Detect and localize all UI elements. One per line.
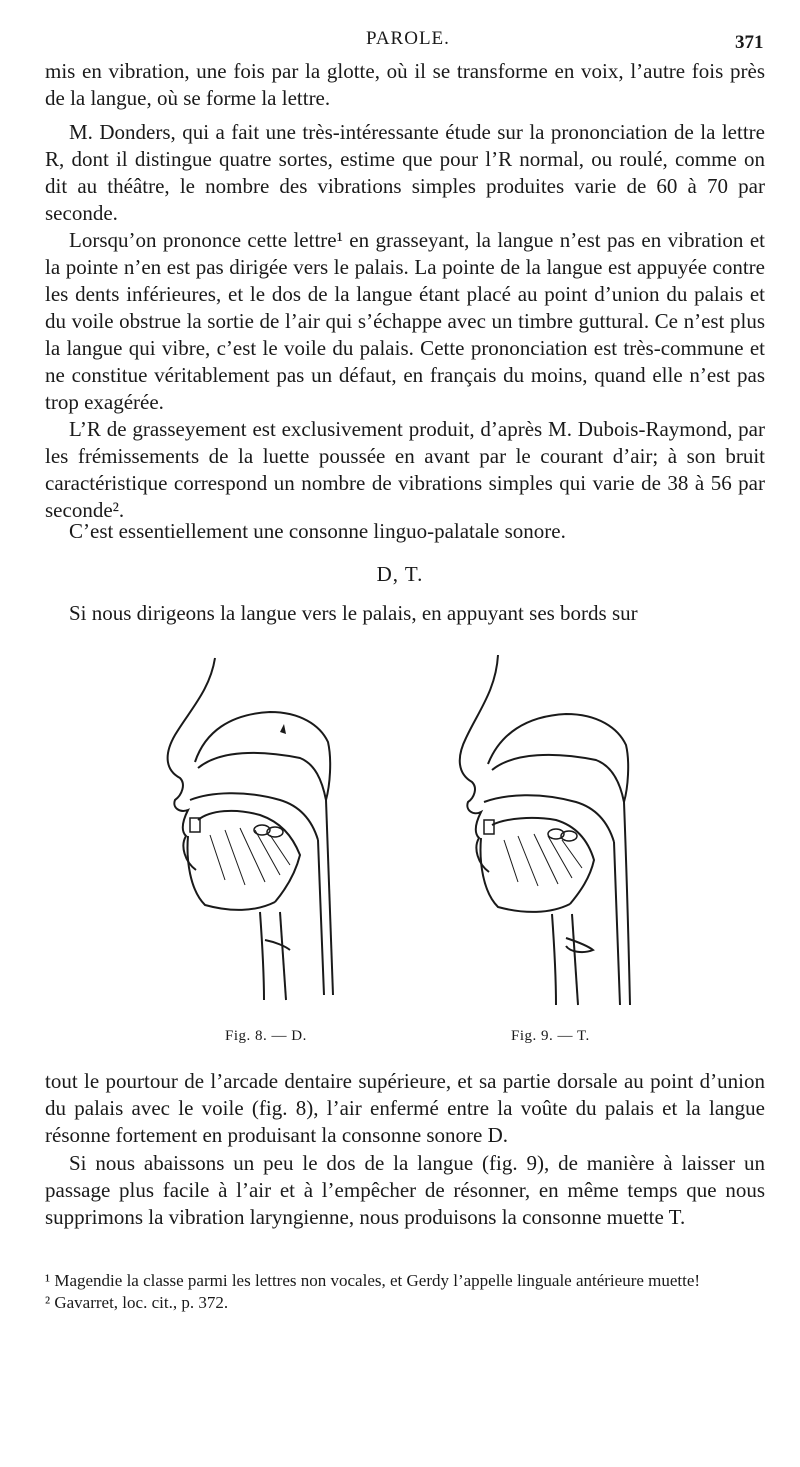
section-heading: D, T. (376, 562, 424, 586)
footnote-2: ² Gavarret, loc. cit., p. 372. (45, 1293, 229, 1312)
paragraph-before-figures: Si nous dirigeons la langue vers le palais, en appuyant ses bords sur (69, 601, 638, 625)
sagittal-section-t-image (448, 650, 648, 1025)
figure-8-caption: Fig. 8. — D. (225, 1028, 307, 1044)
sagittal-section-d-image (150, 650, 350, 1025)
figure-9-caption: Fig. 9. — T. (511, 1028, 590, 1044)
page-number: 371 (735, 32, 764, 53)
paragraph-donders: M. Donders, qui a fait une très-intéressante étude sur la prononciation de la lettre R, dont il distingue quatre sortes, estime que pour l’R normal, ou roulé, comme on dit au théâtre, le nombre des vibrations simples produites varie de 60 à 70 par seconde. (45, 120, 765, 225)
running-title: PAROLE. (366, 28, 450, 49)
figure-8-illustration (150, 650, 350, 1025)
paragraph-grasseyement: L’R de grasseyement est exclusivement produit, d’après M. Dubois-Raymond, par les frémissements de la luette poussée en avant par le courant d’air; à son bruit caractéristique correspond un nombre de vibrations simples qui varie de 38 à 56 par seconde². (45, 417, 765, 522)
figure-9-illustration (448, 650, 648, 1025)
footnotes (45, 1270, 760, 1314)
paragraph-grasseyant: Lorsqu’on prononce cette lettre¹ en grasseyant, la langue n’est pas en vibration et la pointe n’en est pas dirigée vers le palais. La pointe de la langue est appuyée contre les dents inférieures, et le dos de la langue étant placé au point d’union du palais et du voile obstrue la sortie de l’air qui s’échappe avec un timbre guttural. Ce n’est plus la langue qui vibre, c’est le voile du palais. Cette prononciation est très-commune et ne constitue véritablement pas un défaut, en français du moins, quand elle n’est pas trop exagérée. (45, 228, 765, 414)
footnote-1: ¹ Magendie la classe parmi les lettres non vocales, et Gerdy l’appelle linguale antérieure muette! (45, 1271, 701, 1290)
paragraph-consonne-t: Si nous abaissons un peu le dos de la langue (fig. 9), de manière à laisser un passage plus facile à l’air et à l’empêcher de résonner, en même temps que nous supprimons la vibration laryngienne, nous produisons la consonne muette T. (45, 1151, 765, 1229)
running-head (0, 28, 800, 54)
paragraph-consonne: C’est essentiellement une consonne linguo-palatale sonore. (69, 519, 566, 543)
paragraph-continuation: mis en vibration, une fois par la glotte, où il se transforme en voix, l’autre fois près de la langue, où se forme la lettre. (45, 59, 765, 110)
paragraph-after-figures: tout le pourtour de l’arcade dentaire supérieure, et sa partie dorsale au point d’union du palais avec le voile (fig. 8), l’air enfermé entre la voûte du palais et la langue résonne fortement en produisant la consonne sonore D. (45, 1069, 765, 1147)
